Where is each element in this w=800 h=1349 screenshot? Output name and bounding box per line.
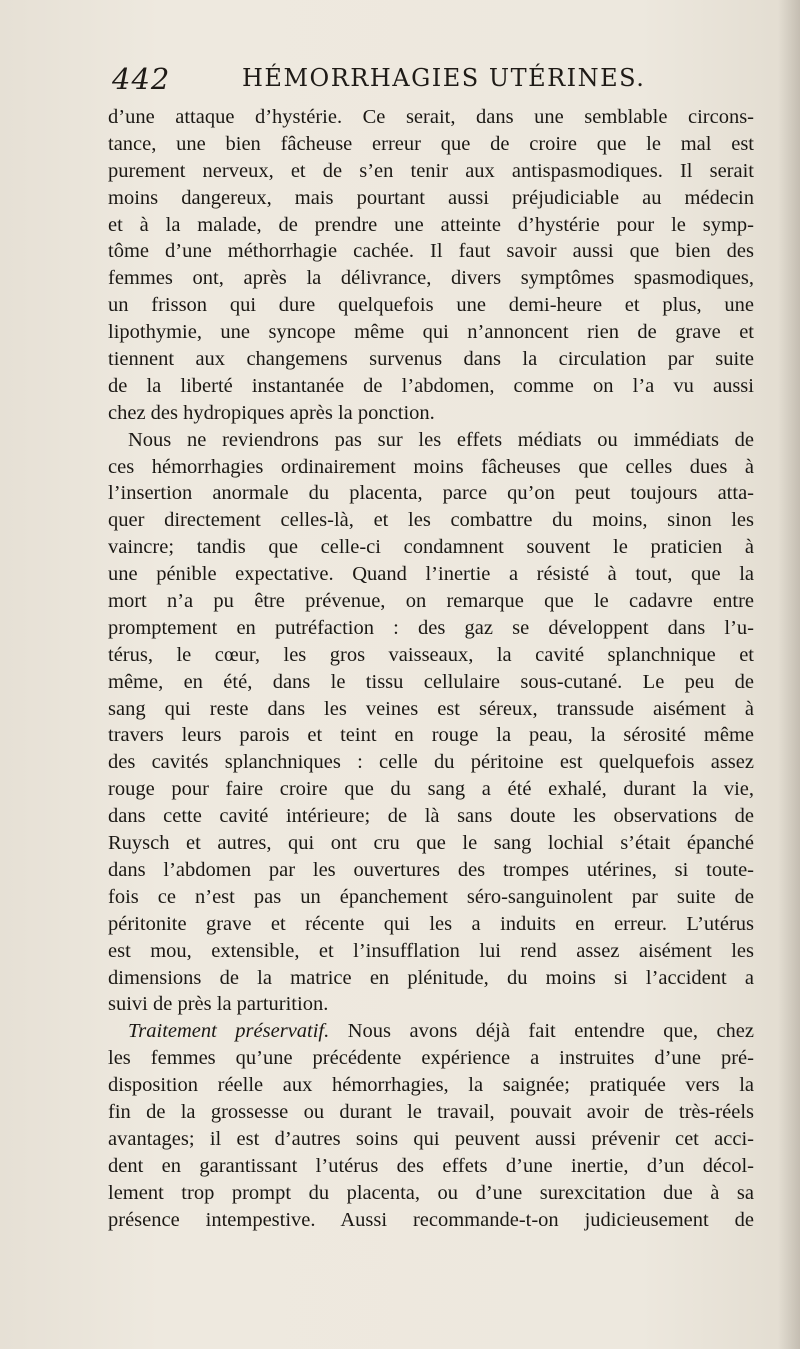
text-line: dimensions de la matrice en plénitude, du moins si l’accident a <box>108 966 754 989</box>
text-line: présence intempestive. Aussi recommande-t-on judicieusement de <box>108 1208 754 1231</box>
paragraph-3 <box>108 1018 754 1233</box>
text-line: tôme d’une méthorrhagie cachée. Il faut savoir aussi que bien des <box>108 240 754 263</box>
text-line: d’une attaque d’hystérie. Ce serait, dans une semblable circons- <box>108 106 754 128</box>
text-line: promptement en putréfaction : des gaz se développent dans l’u- <box>108 616 754 639</box>
text-line: rouge pour faire croire que du sang a été exhalé, durant la vie, <box>108 778 754 801</box>
text-line: sang qui reste dans les veines est séreux, transsude aisément à <box>108 697 754 720</box>
paragraph-2 <box>108 427 754 1019</box>
text-line: lipothymie, une syncope même qui n’annoncent rien de grave et <box>108 321 754 344</box>
text-line: avantages; il est d’autres soins qui peuvent aussi prévenir cet acci- <box>108 1127 754 1150</box>
text-line: fin de la grossesse ou durant le travail, pouvait avoir de très-réels <box>108 1100 754 1123</box>
text-line: même, en été, dans le tissu cellulaire sous-cutané. Le peu de <box>108 670 754 693</box>
text-line: térus, le cœur, les gros vaisseaux, la cavité splanchnique et <box>108 643 754 666</box>
text-line: dent en garantissant l’utérus des effets d’une inertie, d’un décol- <box>108 1154 754 1177</box>
text-line: quer directement celles-là, et les combattre du moins, sinon les <box>108 509 754 532</box>
text-line: des cavités splanchniques : celle du péritoine est quelquefois assez <box>108 751 754 774</box>
text-line: un frisson qui dure quelquefois une demi-heure et plus, une <box>108 294 754 317</box>
text-line <box>108 1018 754 1045</box>
text-line: travers leurs parois et teint en rouge la peau, la sérosité même <box>108 724 754 747</box>
body-text <box>108 104 754 1233</box>
paragraph-1 <box>108 104 754 427</box>
text-line: dans cette cavité intérieure; de là sans doute les observations de <box>108 805 754 828</box>
text-line: suivi de près la parturition. <box>108 993 329 1016</box>
text-line: femmes ont, après la délivrance, divers symptômes spasmodiques, <box>108 267 754 290</box>
text-line: disposition réelle aux hémorrhagies, la saignée; pratiquée vers la <box>108 1074 754 1097</box>
text-line: péritonite grave et récente qui les a induits en erreur. L’utérus <box>108 912 754 935</box>
text-line-rest: Nous avons déjà fait entendre que, chez <box>329 1020 754 1043</box>
running-title: HÉMORRHAGIES UTÉRINES. <box>242 64 646 92</box>
text-line: vaincre; tandis que celle-ci condamnent souvent le praticien à <box>108 536 754 559</box>
text-line: l’insertion anormale du placenta, parce qu’on peut toujours atta- <box>108 482 754 505</box>
text-line: les femmes qu’une précédente expérience a instruites d’une pré- <box>108 1047 754 1070</box>
text-line: chez des hydropiques après la ponction. <box>108 401 435 424</box>
text-line: une pénible expectative. Quand l’inertie a résisté à tout, que la <box>108 563 754 586</box>
text-line: ces hémorrhagies ordinairement moins fâcheuses que celles dues à <box>108 455 754 478</box>
text-line: et à la malade, de prendre une atteinte d’hystérie pour le symp- <box>108 213 754 236</box>
text-line: moins dangereux, mais pourtant aussi préjudiciable au médecin <box>108 186 754 209</box>
text-line: tance, une bien fâcheuse erreur que de croire que le mal est <box>108 132 754 155</box>
page-header <box>112 62 672 102</box>
text-line: tiennent aux changemens survenus dans la circulation par suite <box>108 348 754 371</box>
text-line: est mou, extensible, et l’insufflation lui rend assez aisément les <box>108 939 754 962</box>
page-number: 442 <box>112 62 171 96</box>
text-line: Ruysch et autres, qui ont cru que le sang lochial s’était épanché <box>108 832 754 855</box>
text-line: de la liberté instantanée de l’abdomen, comme on l’a vu aussi <box>108 374 754 397</box>
section-heading-italic: Traitement préservatif. <box>128 1020 330 1043</box>
text-line: lement trop prompt du placenta, ou d’une surexcitation due à sa <box>108 1181 754 1204</box>
text-line: purement nerveux, et de s’en tenir aux antispasmodiques. Il serait <box>108 159 754 182</box>
page-edge-shadow <box>778 0 800 1349</box>
text-line: mort n’a pu être prévenue, on remarque que le cadavre entre <box>108 590 754 613</box>
text-line: fois ce n’est pas un épanchement séro-sanguinolent par suite de <box>108 885 754 908</box>
text-line: dans l’abdomen par les ouvertures des trompes utérines, si toute- <box>108 858 754 881</box>
text-line: Nous ne reviendrons pas sur les effets médiats ou immédiats de <box>128 428 754 451</box>
